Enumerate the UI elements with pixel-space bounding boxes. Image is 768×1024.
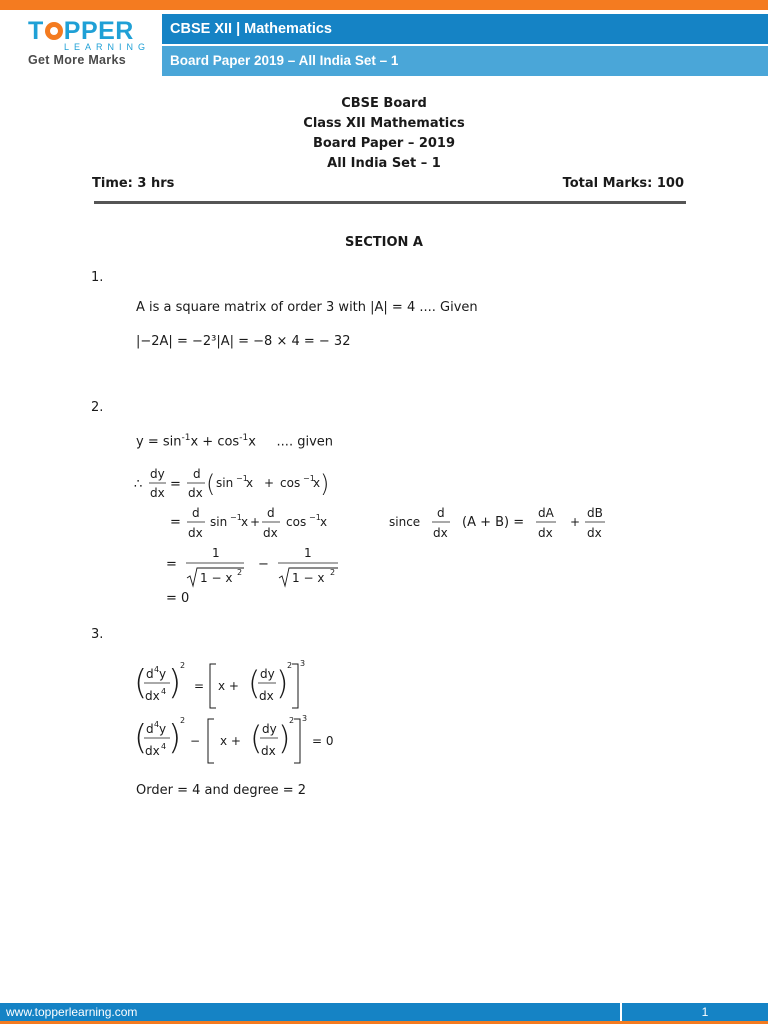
svg-text:d: d [267, 506, 275, 520]
footer-website-link[interactable]: www.topperlearning.com [6, 1005, 138, 1019]
title-divider [94, 201, 686, 204]
svg-text:1: 1 [304, 546, 312, 560]
svg-text:−1: −1 [309, 513, 321, 522]
title-line-2: Class XII Mathematics [303, 116, 465, 131]
svg-text:=: = [166, 557, 177, 572]
svg-text:−: − [190, 734, 201, 748]
section-heading: SECTION A [344, 235, 423, 250]
svg-text:1 − x: 1 − x [200, 571, 233, 585]
svg-text:dA: dA [538, 506, 554, 520]
svg-text:1 − x: 1 − x [292, 571, 325, 585]
title-line-1: CBSE Board [341, 96, 427, 111]
q2-derivative-step-1 [130, 462, 350, 504]
svg-text:dy: dy [262, 722, 277, 736]
svg-text:dx: dx [145, 689, 160, 703]
svg-text:2: 2 [237, 568, 243, 577]
top-accent-stripe [0, 0, 768, 10]
svg-text:dy: dy [150, 467, 165, 481]
svg-text:dy: dy [260, 667, 275, 681]
header-divider [160, 14, 162, 76]
svg-text:3: 3 [302, 714, 308, 723]
logo-o-icon [45, 22, 63, 40]
total-marks-label: Total Marks: 100 [562, 176, 684, 191]
svg-text:2: 2 [289, 716, 295, 725]
svg-text:(: ( [206, 470, 216, 498]
logo-tagline: Get More Marks [28, 53, 126, 67]
svg-text:4: 4 [161, 687, 167, 696]
svg-text:dB: dB [587, 506, 603, 520]
svg-text:x: x [313, 476, 321, 490]
svg-text:+: + [250, 515, 261, 529]
svg-text:(: ( [250, 719, 263, 757]
svg-text:): ) [168, 718, 182, 758]
svg-text:2: 2 [180, 716, 186, 725]
page-footer [0, 1003, 768, 1021]
svg-text:d: d [146, 722, 154, 736]
svg-text:y: y [159, 722, 167, 736]
page-number: 1 [701, 1005, 709, 1019]
q2-derivative-step-3 [160, 542, 360, 590]
svg-text:dx: dx [150, 486, 165, 500]
svg-text:(: ( [248, 664, 261, 702]
q1-line-1: A is a square matrix of order 3 with |A| = 4 .... Given [136, 300, 478, 315]
q3-differential-equation-1 [130, 656, 330, 712]
svg-text:dx: dx [188, 526, 203, 540]
svg-text:dx: dx [433, 526, 448, 540]
svg-text:cos: cos [286, 515, 307, 529]
svg-text:x: x [246, 476, 254, 490]
footer-divider [620, 1003, 622, 1021]
svg-text:= 0: = 0 [312, 734, 334, 748]
question-number-3: 3. [91, 627, 104, 642]
svg-text:=: = [170, 477, 181, 492]
svg-text:x: x [241, 515, 249, 529]
svg-text:y: y [159, 667, 167, 681]
paper-banner: Board Paper 2019 – All India Set – 1 [162, 46, 768, 76]
question-number-2: 2. [91, 400, 104, 415]
svg-text:x +: x + [218, 679, 239, 693]
svg-text:sin: sin [216, 476, 234, 490]
svg-text:3: 3 [300, 659, 306, 668]
q2-given-equation: $y = \sin^{-1}x + \cos^{-1}x$ .... given [136, 433, 334, 450]
question-number-1: 1. [91, 270, 104, 285]
since-label: since [389, 515, 421, 529]
svg-text:−1: −1 [303, 474, 315, 483]
svg-text:): ) [276, 664, 289, 702]
svg-text:d: d [437, 506, 445, 520]
subject-banner: CBSE XII | Mathematics [162, 14, 768, 44]
q2-derivative-step-2 [160, 502, 620, 544]
svg-text:dx: dx [188, 486, 203, 500]
title-line-4: All India Set – 1 [327, 156, 441, 171]
svg-text:cos: cos [280, 476, 301, 490]
svg-text:+: + [264, 476, 275, 490]
svg-text:−: − [258, 557, 269, 572]
svg-text:sin: sin [210, 515, 228, 529]
svg-text:): ) [320, 470, 330, 498]
svg-text:(: ( [134, 663, 148, 703]
svg-text:=: = [170, 515, 181, 530]
svg-text:2: 2 [330, 568, 336, 577]
svg-text:dx: dx [587, 526, 602, 540]
svg-text:d: d [193, 467, 201, 481]
svg-text:dx: dx [263, 526, 278, 540]
svg-text:dx: dx [145, 744, 160, 758]
svg-text:dx: dx [538, 526, 553, 540]
svg-text:): ) [168, 663, 182, 703]
svg-text:2: 2 [287, 661, 293, 670]
svg-text:dx: dx [259, 689, 274, 703]
q3-answer: Order = 4 and degree = 2 [136, 783, 307, 798]
topper-logo [28, 17, 151, 78]
svg-text:x +: x + [220, 734, 241, 748]
svg-text:d: d [192, 506, 200, 520]
svg-text:4: 4 [161, 742, 167, 751]
q2-result: = 0 [166, 591, 190, 606]
logo-wordmark: T PPER [28, 17, 134, 45]
svg-text:): ) [278, 719, 291, 757]
svg-text:d: d [146, 667, 154, 681]
q1-line-2: |−2A| = −2³|A| = −8 × 4 = − 32 [136, 334, 351, 349]
title-line-3: Board Paper – 2019 [312, 136, 456, 151]
svg-text:−1: −1 [236, 474, 248, 483]
svg-text:1: 1 [212, 546, 220, 560]
q3-differential-equation-2 [130, 711, 350, 767]
svg-text:−1: −1 [230, 513, 242, 522]
svg-text:4: 4 [154, 720, 160, 729]
svg-text:(A + B) =: (A + B) = [462, 515, 525, 530]
time-label: Time: 3 hrs [92, 176, 175, 191]
svg-text:2: 2 [180, 661, 186, 670]
svg-text:=: = [194, 679, 205, 693]
svg-text:dx: dx [261, 744, 276, 758]
logo-subtext: LEARNING [64, 42, 151, 52]
svg-text:+: + [570, 515, 581, 529]
svg-text:(: ( [134, 718, 148, 758]
svg-text:x: x [320, 515, 328, 529]
svg-text:∴: ∴ [134, 477, 143, 492]
svg-text:4: 4 [154, 665, 160, 674]
